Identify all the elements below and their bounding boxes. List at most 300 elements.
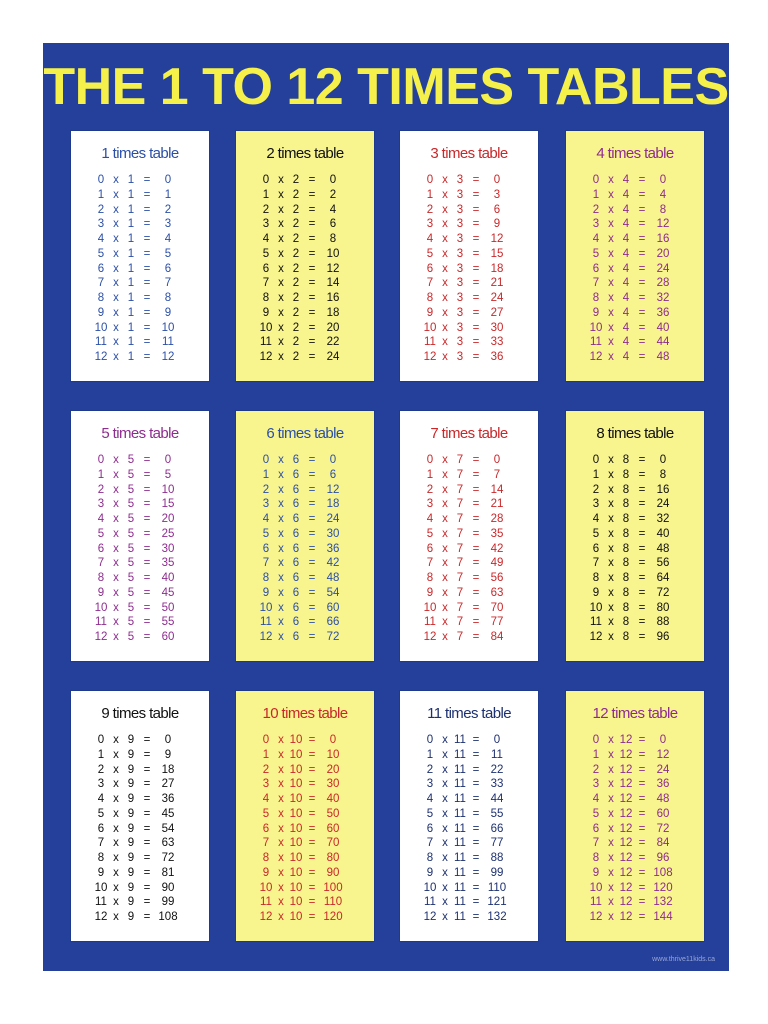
product: 6 <box>329 218 337 231</box>
multiplicand: 11 <box>260 616 272 629</box>
multiplier: 7 <box>456 527 464 540</box>
times-sign: x <box>442 203 448 216</box>
multiplier: 3 <box>456 174 464 186</box>
multiplicand: 2 <box>262 763 270 776</box>
multiplicand: 4 <box>426 513 434 525</box>
product: 20 <box>161 513 175 525</box>
multiplicand: 3 <box>97 218 105 231</box>
multiplicand: 1 <box>262 468 270 481</box>
multiplicand: 5 <box>592 247 600 260</box>
product: 9 <box>164 748 172 761</box>
times-table-rows <box>236 173 374 365</box>
product: 45 <box>161 807 175 820</box>
multiplicand: 11 <box>424 896 436 909</box>
multiplier: 12 <box>619 852 633 864</box>
equals-sign: = <box>638 852 646 864</box>
multiplier: 3 <box>456 336 464 349</box>
equals-sign: = <box>308 321 316 334</box>
product: 40 <box>161 572 175 584</box>
multiplicand: 10 <box>94 601 108 614</box>
times-table-row <box>400 350 538 365</box>
times-sign: x <box>442 616 448 629</box>
multiplicand: 0 <box>426 174 434 186</box>
multiplier: 8 <box>622 542 630 555</box>
times-table-row <box>236 306 374 321</box>
product: 0 <box>493 454 501 466</box>
times-sign: x <box>608 763 614 776</box>
multiplicand: 11 <box>590 896 602 909</box>
multiplicand: 4 <box>97 793 105 805</box>
equals-sign: = <box>638 837 646 850</box>
equals-sign: = <box>638 734 646 746</box>
times-table-row <box>71 350 209 365</box>
times-table-row <box>71 630 209 645</box>
times-sign: x <box>442 911 448 923</box>
times-table-row <box>566 527 704 542</box>
product: 36 <box>326 542 340 555</box>
equals-sign: = <box>308 277 316 290</box>
equals-sign: = <box>143 822 151 835</box>
times-sign: x <box>278 247 284 260</box>
equals-sign: = <box>472 306 480 319</box>
multiplier: 9 <box>127 748 135 761</box>
multiplicand: 5 <box>426 247 434 260</box>
multiplicand: 10 <box>423 321 437 334</box>
equals-sign: = <box>308 631 316 643</box>
times-table-row <box>236 262 374 277</box>
times-sign: x <box>278 203 284 216</box>
multiplier: 12 <box>619 778 633 791</box>
times-table-row <box>400 556 538 571</box>
equals-sign: = <box>638 778 646 791</box>
equals-sign: = <box>638 483 646 496</box>
equals-sign: = <box>638 793 646 805</box>
multiplicand: 3 <box>426 218 434 231</box>
times-sign: x <box>442 807 448 820</box>
times-table-row <box>566 895 704 910</box>
equals-sign: = <box>638 174 646 186</box>
times-table-row <box>71 763 209 778</box>
product: 18 <box>161 763 175 776</box>
times-table-rows <box>566 733 704 925</box>
times-sign: x <box>608 321 614 334</box>
times-sign: x <box>608 233 614 245</box>
multiplicand: 3 <box>426 778 434 791</box>
multiplicand: 10 <box>423 881 437 894</box>
product: 4 <box>164 233 172 245</box>
equals-sign: = <box>143 852 151 864</box>
times-sign: x <box>442 793 448 805</box>
times-table-title: 6 times table <box>266 425 344 442</box>
times-table-row <box>236 468 374 483</box>
product: 40 <box>326 793 340 805</box>
multiplicand: 8 <box>426 852 434 864</box>
times-table-title: 5 times table <box>101 425 179 442</box>
multiplier: 12 <box>619 896 633 909</box>
multiplicand: 4 <box>592 233 600 245</box>
product: 33 <box>490 336 504 349</box>
times-table-row <box>566 556 704 571</box>
times-sign: x <box>442 262 448 275</box>
equals-sign: = <box>638 351 646 363</box>
equals-sign: = <box>143 734 151 746</box>
multiplier: 9 <box>127 911 135 923</box>
multiplier: 6 <box>292 586 300 599</box>
times-sign: x <box>442 631 448 643</box>
times-table-card <box>235 690 375 942</box>
multiplicand: 7 <box>97 837 105 850</box>
times-table-row <box>400 601 538 616</box>
equals-sign: = <box>472 321 480 334</box>
product: 99 <box>490 866 504 879</box>
times-sign: x <box>608 203 614 216</box>
times-table-row <box>236 881 374 896</box>
times-table-row <box>236 895 374 910</box>
multiplier: 2 <box>292 277 300 290</box>
multiplier: 6 <box>292 454 300 466</box>
times-sign: x <box>278 778 284 791</box>
multiplicand: 0 <box>426 454 434 466</box>
multiplier: 2 <box>292 321 300 334</box>
multiplier: 3 <box>456 321 464 334</box>
multiplicand: 6 <box>97 262 105 275</box>
multiplicand: 5 <box>426 807 434 820</box>
multiplier: 11 <box>454 793 466 805</box>
times-table-row <box>236 217 374 232</box>
multiplicand: 1 <box>262 188 270 201</box>
times-sign: x <box>278 822 284 835</box>
product: 15 <box>161 498 175 511</box>
times-table-row <box>566 542 704 557</box>
times-table-row <box>71 822 209 837</box>
multiplier: 1 <box>127 247 135 260</box>
times-table-row <box>71 335 209 350</box>
times-table-row <box>236 630 374 645</box>
equals-sign: = <box>308 174 316 186</box>
equals-sign: = <box>143 911 151 923</box>
times-sign: x <box>442 601 448 614</box>
product: 30 <box>490 321 504 334</box>
times-table-row <box>71 497 209 512</box>
multiplier: 10 <box>289 822 303 835</box>
multiplier: 6 <box>292 513 300 525</box>
times-table-row <box>400 291 538 306</box>
times-table-row <box>236 601 374 616</box>
multiplicand: 2 <box>426 483 434 496</box>
multiplicand: 9 <box>592 866 600 879</box>
times-sign: x <box>608 247 614 260</box>
times-sign: x <box>278 188 284 201</box>
multiplicand: 7 <box>426 837 434 850</box>
product: 77 <box>490 837 504 850</box>
multiplier: 8 <box>622 454 630 466</box>
times-sign: x <box>278 321 284 334</box>
times-table-rows <box>236 733 374 925</box>
times-sign: x <box>608 896 614 909</box>
multiplicand: 1 <box>592 748 600 761</box>
times-table-card <box>399 130 539 382</box>
equals-sign: = <box>143 277 151 290</box>
equals-sign: = <box>472 336 480 349</box>
times-table-row <box>400 836 538 851</box>
multiplicand: 7 <box>262 557 270 570</box>
equals-sign: = <box>472 763 480 776</box>
product: 81 <box>161 866 175 879</box>
poster <box>43 43 729 971</box>
multiplicand: 9 <box>592 306 600 319</box>
product: 120 <box>323 911 343 923</box>
multiplicand: 4 <box>262 233 270 245</box>
multiplicand: 5 <box>592 807 600 820</box>
times-table-row <box>236 792 374 807</box>
product: 16 <box>326 292 340 304</box>
times-table-row <box>400 881 538 896</box>
multiplicand: 3 <box>262 218 270 231</box>
multiplier: 6 <box>292 631 300 643</box>
multiplicand: 6 <box>426 542 434 555</box>
equals-sign: = <box>638 542 646 555</box>
times-sign: x <box>608 807 614 820</box>
times-table-row <box>566 217 704 232</box>
product: 28 <box>490 513 504 525</box>
multiplicand: 0 <box>262 174 270 186</box>
multiplier: 9 <box>127 734 135 746</box>
multiplier: 2 <box>292 351 300 363</box>
times-sign: x <box>442 513 448 525</box>
multiplicand: 10 <box>259 321 273 334</box>
times-table-row <box>566 630 704 645</box>
multiplier: 2 <box>292 292 300 304</box>
equals-sign: = <box>472 793 480 805</box>
times-sign: x <box>113 807 119 820</box>
multiplier: 1 <box>127 233 135 245</box>
multiplicand: 10 <box>259 881 273 894</box>
equals-sign: = <box>308 188 316 201</box>
equals-sign: = <box>308 852 316 864</box>
multiplicand: 0 <box>97 174 105 186</box>
product: 18 <box>490 262 504 275</box>
multiplier: 12 <box>619 748 633 761</box>
multiplicand: 2 <box>262 483 270 496</box>
multiplier: 11 <box>454 911 466 923</box>
times-table-row <box>400 777 538 792</box>
equals-sign: = <box>143 763 151 776</box>
times-sign: x <box>608 572 614 584</box>
times-sign: x <box>442 852 448 864</box>
multiplicand: 5 <box>97 247 105 260</box>
multiplier: 8 <box>622 513 630 525</box>
equals-sign: = <box>638 822 646 835</box>
times-sign: x <box>113 336 119 349</box>
times-sign: x <box>608 542 614 555</box>
product: 48 <box>656 542 670 555</box>
times-sign: x <box>608 881 614 894</box>
equals-sign: = <box>472 748 480 761</box>
multiplicand: 12 <box>589 631 603 643</box>
times-table-title: 12 times table <box>592 705 678 722</box>
equals-sign: = <box>143 498 151 511</box>
product: 66 <box>326 616 340 629</box>
times-sign: x <box>113 454 119 466</box>
times-sign: x <box>608 174 614 186</box>
times-table-row <box>236 822 374 837</box>
equals-sign: = <box>143 454 151 466</box>
multiplier: 3 <box>456 262 464 275</box>
times-table-row <box>566 247 704 262</box>
multiplier: 5 <box>127 572 135 584</box>
multiplicand: 12 <box>94 351 108 363</box>
product: 60 <box>326 822 340 835</box>
product: 20 <box>326 321 340 334</box>
times-table-row <box>236 777 374 792</box>
times-sign: x <box>278 306 284 319</box>
product: 44 <box>490 793 504 805</box>
multiplier: 2 <box>292 188 300 201</box>
multiplicand: 6 <box>97 822 105 835</box>
times-sign: x <box>442 866 448 879</box>
times-table-row <box>71 203 209 218</box>
product: 132 <box>653 896 673 909</box>
times-table-row <box>71 468 209 483</box>
product: 77 <box>490 616 504 629</box>
product: 132 <box>487 911 507 923</box>
equals-sign: = <box>472 498 480 511</box>
multiplicand: 1 <box>426 188 434 201</box>
product: 50 <box>326 807 340 820</box>
times-table-row <box>236 203 374 218</box>
multiplier: 5 <box>127 498 135 511</box>
multiplier: 4 <box>622 336 630 349</box>
product: 72 <box>326 631 340 643</box>
product: 54 <box>326 586 340 599</box>
times-table-row <box>236 527 374 542</box>
multiplier: 9 <box>127 837 135 850</box>
equals-sign: = <box>143 336 151 349</box>
multiplicand: 7 <box>262 277 270 290</box>
product: 15 <box>490 247 504 260</box>
equals-sign: = <box>308 483 316 496</box>
multiplier: 2 <box>292 336 300 349</box>
times-sign: x <box>113 763 119 776</box>
equals-sign: = <box>308 557 316 570</box>
times-table-row <box>400 335 538 350</box>
equals-sign: = <box>143 557 151 570</box>
multiplicand: 4 <box>262 793 270 805</box>
multiplicand: 7 <box>592 557 600 570</box>
times-sign: x <box>113 837 119 850</box>
product: 72 <box>161 852 175 864</box>
equals-sign: = <box>143 631 151 643</box>
times-table-row <box>400 217 538 232</box>
multiplier: 4 <box>622 351 630 363</box>
times-table-row <box>71 232 209 247</box>
multiplier: 7 <box>456 557 464 570</box>
times-sign: x <box>608 188 614 201</box>
product: 100 <box>323 881 343 894</box>
times-table-row <box>71 173 209 188</box>
product: 0 <box>659 454 667 466</box>
multiplicand: 5 <box>262 527 270 540</box>
product: 36 <box>490 351 504 363</box>
multiplier: 11 <box>454 748 466 761</box>
multiplier: 4 <box>622 247 630 260</box>
times-sign: x <box>442 306 448 319</box>
equals-sign: = <box>308 837 316 850</box>
equals-sign: = <box>143 233 151 245</box>
multiplier: 5 <box>127 631 135 643</box>
product: 12 <box>656 218 670 231</box>
equals-sign: = <box>308 778 316 791</box>
times-sign: x <box>278 586 284 599</box>
times-table-row <box>400 453 538 468</box>
product: 0 <box>493 734 501 746</box>
times-table-row <box>71 483 209 498</box>
multiplier: 4 <box>622 188 630 201</box>
equals-sign: = <box>143 468 151 481</box>
multiplicand: 7 <box>592 277 600 290</box>
product: 70 <box>326 837 340 850</box>
multiplicand: 3 <box>97 778 105 791</box>
times-table-card <box>235 410 375 662</box>
product: 48 <box>656 351 670 363</box>
product: 9 <box>493 218 501 231</box>
times-table-row <box>566 910 704 925</box>
multiplicand: 0 <box>262 454 270 466</box>
times-sign: x <box>442 247 448 260</box>
times-sign: x <box>113 631 119 643</box>
equals-sign: = <box>638 911 646 923</box>
multiplicand: 1 <box>426 468 434 481</box>
times-sign: x <box>442 351 448 363</box>
times-sign: x <box>608 601 614 614</box>
times-sign: x <box>608 306 614 319</box>
times-table-row <box>400 262 538 277</box>
multiplier: 7 <box>456 631 464 643</box>
equals-sign: = <box>472 896 480 909</box>
equals-sign: = <box>472 911 480 923</box>
multiplicand: 8 <box>262 572 270 584</box>
product: 40 <box>656 321 670 334</box>
times-table-row <box>400 527 538 542</box>
multiplicand: 8 <box>97 852 105 864</box>
multiplier: 3 <box>456 188 464 201</box>
equals-sign: = <box>143 807 151 820</box>
multiplier: 11 <box>454 763 466 776</box>
equals-sign: = <box>638 748 646 761</box>
multiplicand: 11 <box>590 616 602 629</box>
product: 108 <box>158 911 178 923</box>
equals-sign: = <box>638 616 646 629</box>
times-sign: x <box>113 233 119 245</box>
equals-sign: = <box>143 262 151 275</box>
times-table-row <box>71 262 209 277</box>
times-table-row <box>400 630 538 645</box>
equals-sign: = <box>638 262 646 275</box>
times-sign: x <box>442 277 448 290</box>
times-sign: x <box>278 483 284 496</box>
product: 84 <box>490 631 504 643</box>
product: 32 <box>656 292 670 304</box>
multiplicand: 10 <box>94 881 108 894</box>
times-sign: x <box>113 306 119 319</box>
equals-sign: = <box>472 454 480 466</box>
times-table-row <box>71 733 209 748</box>
times-table-row <box>566 792 704 807</box>
multiplier: 6 <box>292 557 300 570</box>
product: 14 <box>326 277 340 290</box>
equals-sign: = <box>472 218 480 231</box>
times-table-row <box>566 866 704 881</box>
